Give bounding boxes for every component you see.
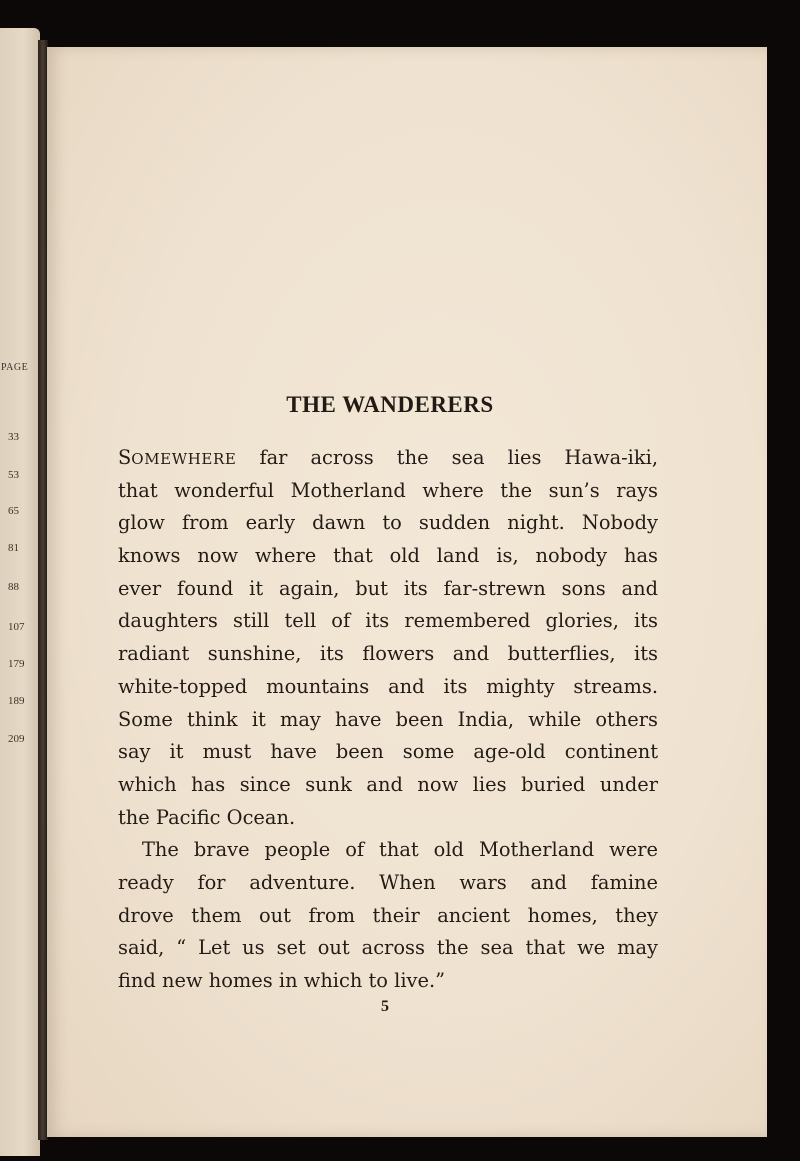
toc-page-header: PAGE [1, 362, 29, 373]
text-line: Some think it may have been India, while others [118, 707, 658, 731]
text-line: glow from early dawn to sudden night. Nobody [118, 511, 658, 535]
facing-page [0, 28, 40, 1156]
text-line: white-topped mountains and its mighty streams. [118, 674, 658, 698]
text-line: ever found it again, but its far-strewn sons and [118, 576, 658, 600]
text-line: find new homes in which to live.” [118, 969, 446, 992]
text-line [118, 442, 658, 475]
text-line: The brave people of that old Motherland were [142, 838, 658, 862]
toc-page-number: 81 [8, 542, 19, 554]
text-line: the Pacific Ocean. [118, 805, 296, 829]
line-text: far across the sea lies Hawa-iki, [236, 446, 658, 469]
text-line: say it must have been some age-old continent [118, 740, 658, 764]
toc-page-number: 107 [8, 621, 25, 633]
text-line: drove them out from their ancient homes, they [118, 903, 658, 927]
drop-word-initial: S [118, 446, 132, 469]
text-line: said, “ Let us set out across the sea that we may [118, 936, 658, 960]
toc-page-number: 53 [8, 469, 19, 481]
toc-page-number: 189 [8, 695, 25, 707]
toc-page-number: 209 [8, 733, 25, 745]
text-line: ready for adventure. When wars and famine [118, 870, 658, 894]
toc-page-number: 65 [8, 505, 19, 517]
text-line: radiant sunshine, its flowers and butterflies, its [118, 642, 658, 666]
page-number: 5 [381, 998, 389, 1015]
body-text [118, 442, 658, 998]
text-line: knows now where that old land is, nobody has [118, 544, 658, 568]
toc-page-number: 33 [8, 431, 19, 443]
text-line: daughters still tell of its remembered glories, its [118, 609, 658, 633]
chapter-title: THE WANDERERS [286, 392, 494, 417]
toc-page-number: 179 [8, 658, 25, 670]
text-line: which has since sunk and now lies buried under [118, 772, 658, 796]
drop-word-small-caps: OMEWHERE [131, 450, 237, 468]
text-line: that wonderful Motherland where the sun’s rays [118, 478, 658, 502]
toc-page-number: 88 [8, 581, 19, 593]
